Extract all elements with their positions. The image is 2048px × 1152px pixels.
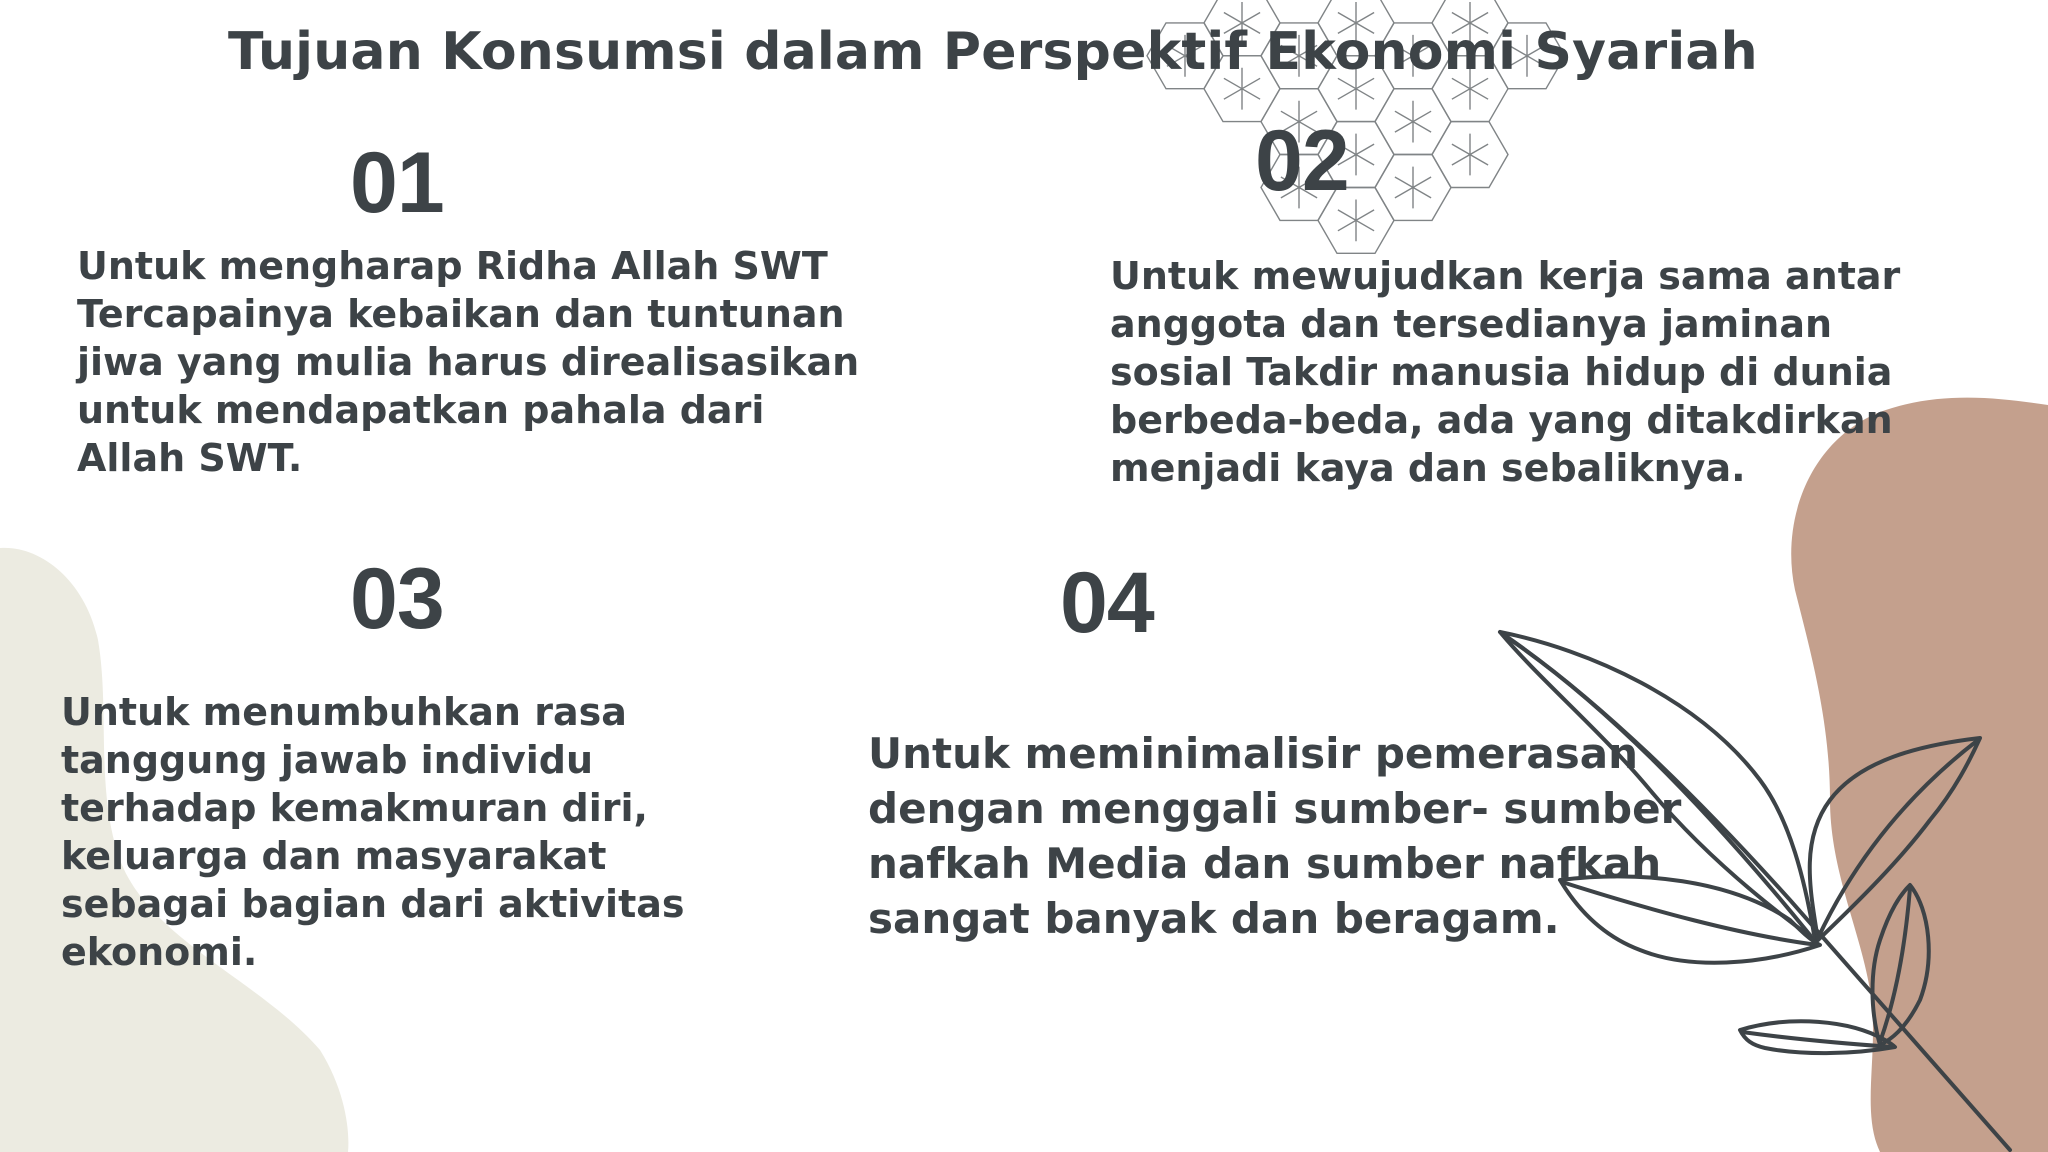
text-line: anggota dan tersedianya jaminan: [1110, 302, 1833, 346]
item-number-01: 01: [350, 135, 444, 231]
text-line: Untuk mengharap Ridha Allah SWT: [77, 244, 828, 288]
item-number-03: 03: [350, 551, 444, 647]
text-line: Untuk mewujudkan kerja sama antar: [1110, 254, 1901, 298]
item-text-02: [1110, 252, 1900, 492]
text-line: tanggung jawab individu: [61, 738, 593, 782]
text-line: menjadi kaya dan sebaliknya.: [1110, 446, 1746, 490]
pattern-cell: [1375, 89, 1451, 155]
text-line: keluarga dan masyarakat: [61, 834, 607, 878]
item-text-03: [61, 688, 685, 976]
text-line: terhadap kemakmuran diri,: [61, 786, 648, 830]
pattern-cell: [1375, 155, 1451, 221]
text-line: Untuk meminimalisir pemerasan: [868, 729, 1638, 778]
text-line: ekonomi.: [61, 930, 258, 974]
item-number-04: 04: [1060, 555, 1154, 651]
text-line: sebagai bagian dari aktivitas: [61, 882, 685, 926]
right-blob: [1791, 398, 2048, 1152]
text-line: Untuk menumbuhkan rasa: [61, 690, 627, 734]
text-line: sosial Takdir manusia hidup di dunia: [1110, 350, 1893, 394]
text-line: sangat banyak dan beragam.: [868, 894, 1560, 943]
item-number-02: 02: [1255, 113, 1349, 209]
text-line: dengan menggali sumber- sumber: [868, 784, 1682, 833]
item-text-01: [77, 242, 859, 482]
text-line: Allah SWT.: [77, 436, 303, 480]
text-line: nafkah Media dan sumber nafkah: [868, 839, 1662, 888]
text-line: Tercapainya kebaikan dan tuntunan: [77, 292, 845, 336]
text-line: jiwa yang mulia harus direalisasikan: [77, 340, 860, 384]
item-text-04: [868, 726, 1681, 946]
text-line: untuk mendapatkan pahala dari: [77, 388, 765, 432]
slide-title: Tujuan Konsumsi dalam Perspektif Ekonomi Syariah: [228, 22, 1758, 82]
pattern-cell: [1432, 122, 1508, 188]
text-line: berbeda-beda, ada yang ditakdirkan: [1110, 398, 1893, 442]
